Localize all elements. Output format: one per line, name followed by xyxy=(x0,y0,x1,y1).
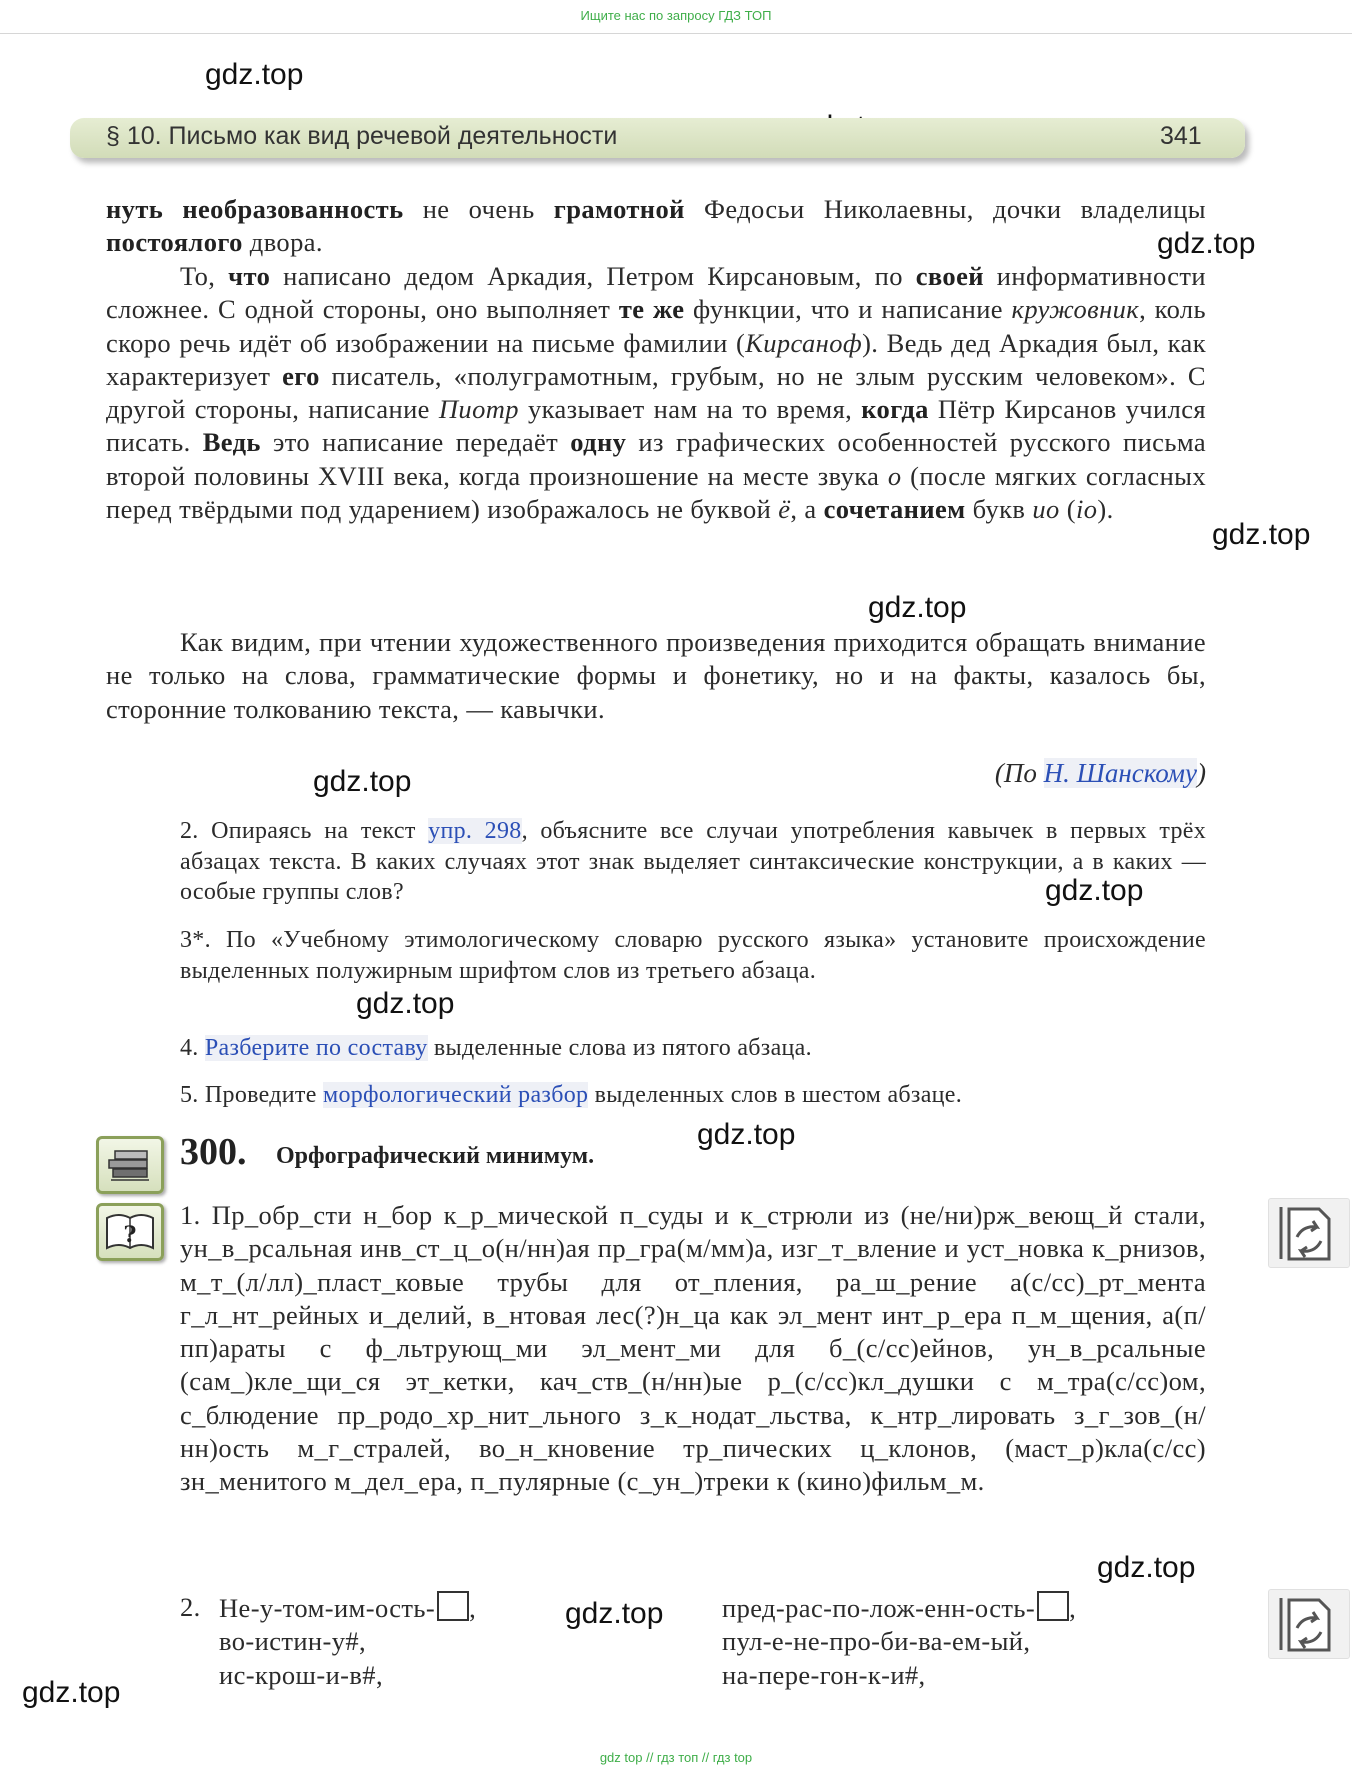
italic-word: кружовник xyxy=(1011,294,1140,325)
books-icon xyxy=(96,1136,164,1194)
bold-word: одну xyxy=(570,427,627,458)
watermark: gdz.top xyxy=(697,1118,796,1151)
blank-square xyxy=(1037,1591,1069,1621)
word-entry: на-пере-гон-к-и#, xyxy=(722,1659,926,1690)
watermark: gdz.top xyxy=(565,1597,664,1630)
task-5: 5. Проведите морфологический разбор выделенных слов в шестом абзаце. xyxy=(180,1082,963,1108)
item2-right-column: пред-рас-по-лож-енн-ость- , пул-е-не-про-би-ва-ем-ый, на-пере-гон-к-и#, xyxy=(722,1591,1076,1692)
bold-word: его xyxy=(282,360,320,391)
bold-word: когда xyxy=(861,394,929,425)
author-link[interactable]: Н. Шанскому xyxy=(1043,758,1197,788)
swap-icon xyxy=(1269,1590,1349,1658)
footer-links: gdz top // гдз топ // гдз top xyxy=(599,1750,753,1765)
exercise-item-1-text: 1. Пр_обр_сти н_бор к_р_мической п_суды и к_стрюли из (не/ни)рж_веющ_й стали, ун_в_рсальная инв_ст_ц_о(н/нн)ая пр_гра(м/мм)а, изг_т_вление и уст_новка к_рнизов, м_т_(л/лл)_пласт_ковые трубы для от_пления, ра_ш_рение а(с/сс)_рт_мента г_л_нт_рейных и_делий, в_нтовая лес(?)н_ца как эл_мент инт_р_ера п_м_щения, а(п/пп)араты с ф_льтрующ_ми эл_мент_ми для б_(с/сс)ейнов, ун_в_рсальные (сам_)кле_щи_ся эт_кетки, кач_ств_(н/нн)ые р_(с/сс)кл_душки с м_тра(с/сс)ом, с_блюдение пр_родо_хр_нит_льного з_к_нодат_льства, к_нтр_лировать з_г_зов_(н/нн)ость м_г_стралей, во_н_кновение тр_пических ц_клонов, (маст_р)кла(с/сс) зн_менитого м_дел_ера, п_пулярные (с_ун_)треки к (кино)фильм_м. xyxy=(180,1200,1206,1497)
exercise-title: Орфографический минимум. xyxy=(276,1143,595,1169)
text-paragraph-3: Как видим, при чтении художественного произведения приходится обращать внимание не только на слова, грамматические формы и фонетику, но и на факты, казалось бы, сторонние толкованию текста, — кавычки. xyxy=(106,627,1206,724)
watermark: gdz.top xyxy=(1045,874,1144,907)
switch-page-button[interactable] xyxy=(1268,1589,1350,1659)
task-3: 3*. По «Учебному этимологическому словарю русского языка» установите происхождение выделенных полужирным шрифтом слов из третьего абзаца. xyxy=(180,927,1206,984)
section-title: § 10. Письмо как вид речевой деятельности xyxy=(106,122,618,150)
bold-word: грамотной xyxy=(553,194,685,224)
exercise-item-1 xyxy=(106,1199,1206,1499)
bold-word: своей xyxy=(915,261,984,291)
word-entry: пул-е-не-про-би-ва-ем-ый, xyxy=(722,1626,1031,1657)
italic-word: io xyxy=(1075,494,1098,525)
reference-link[interactable]: упр. 298 xyxy=(428,818,522,844)
watermark: gdz.top xyxy=(205,58,304,91)
word-entry: Не-у-том-им-ость- xyxy=(219,1593,436,1623)
reference-link[interactable]: морфологический разбор xyxy=(322,1082,589,1108)
task-4: 4. Разберите по составу выделенные слова из пятого абзаца. xyxy=(180,1035,812,1061)
watermark: gdz.top xyxy=(868,591,967,624)
text-paragraph-2: То, что написано дедом Аркадия, Петром Кирсановым, по своей информативности сложнее. С одной стороны, оно выполняет те же функции, что и написание кружовник, коль скоро речь идёт об изображении на письме фамилии (Кирсаноф). Ведь дед Аркадия был, как характеризует его писатель, «полуграмотным, грубым, но не злым русским человеком». С другой стороны, написание Пиотр указывает нам на то время, когда Пётр Кирсанов учился писать. Ведь это написание передаёт одну из графических особенностей русского письма второй половины XVIII века, когда произношение на месте звука о (после мягких согласных перед твёрдыми под ударением) изображалось не буквой ё, а сочетанием букв ио (io). xyxy=(106,261,1207,525)
bold-word: те же xyxy=(618,294,685,325)
switch-page-button[interactable] xyxy=(1268,1198,1350,1268)
reference-link[interactable]: Разберите по составу xyxy=(204,1035,428,1061)
bold-word: что xyxy=(228,261,271,291)
watermark: gdz.top xyxy=(1157,227,1256,260)
word-entry: во-истин-у#, xyxy=(219,1626,367,1657)
item2-number: 2. xyxy=(180,1592,201,1622)
bold-word: постоялого xyxy=(106,227,243,258)
source-suffix: ) xyxy=(1197,758,1206,788)
swap-icon xyxy=(1269,1199,1349,1267)
source-attribution xyxy=(900,758,1206,789)
task-2: 2. Опираясь на текст упр. 298, объясните все случаи употребления кавычек в первых трёх абзацах текста. В каких случаях этот знак выделяет синтаксические конструкции, а в каких — особые группы слов? xyxy=(180,818,1206,905)
watermark: gdz.top xyxy=(1097,1551,1196,1584)
source-prefix: (По xyxy=(994,758,1044,788)
top-divider xyxy=(0,33,1352,34)
watermark: gdz.top xyxy=(313,765,412,798)
page-number: 341 xyxy=(1160,122,1202,150)
italic-word: ё xyxy=(778,494,791,525)
watermark: gdz.top xyxy=(356,987,455,1020)
watermark: gdz.top xyxy=(22,1676,121,1709)
blank-square xyxy=(437,1591,469,1621)
text-paragraph-1: нуть необразованность не очень грамотной Федосьи Николаевны, дочки владелицы постоялого двора. xyxy=(106,194,1206,258)
top-banner: Ищите нас по запросу ГДЗ ТОП xyxy=(580,8,772,23)
svg-text:?: ? xyxy=(123,1222,137,1248)
italic-word: Пиотр xyxy=(438,394,519,425)
exercise-number: 300. xyxy=(180,1131,247,1173)
bold-word: сочетанием xyxy=(823,494,966,525)
italic-word: ио xyxy=(1032,494,1060,525)
item2-left-column: Не-у-том-им-ость- , во-истин-у#, ис-крош-и-в#, xyxy=(219,1591,476,1692)
italic-word: Кирсаноф xyxy=(745,327,863,358)
word-entry: ис-крош-и-в#, xyxy=(219,1659,383,1690)
word-entry: пред-рас-по-лож-енн-ость- xyxy=(722,1593,1036,1623)
bold-word: Ведь xyxy=(202,427,261,458)
watermark: gdz.top xyxy=(1212,518,1311,551)
italic-word: о xyxy=(887,460,902,491)
bold-word: нуть необразованность xyxy=(106,194,404,224)
